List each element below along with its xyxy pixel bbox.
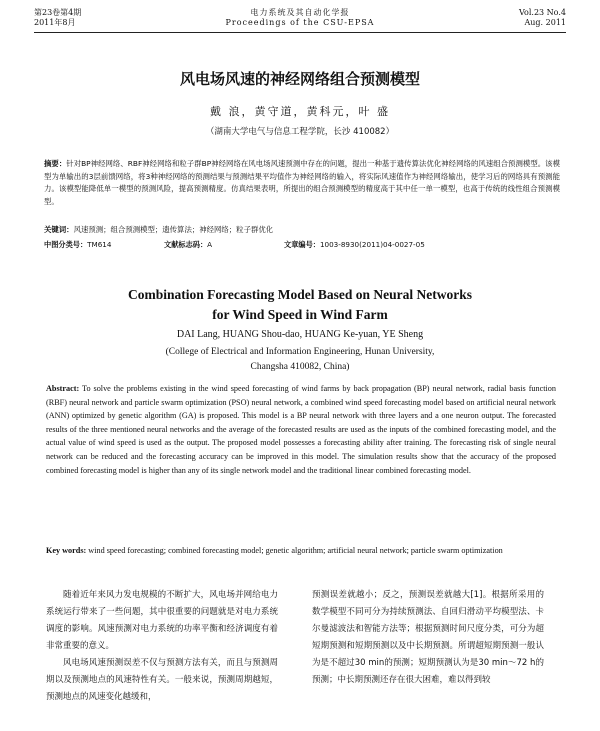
body-paragraph: 风电场风速预测误差不仅与预测方法有关，而且与预测周期以及预测地点的风速特性有关。一般来说，预测周期越短，预测地点的风速变化越缓和， [46,658,278,702]
paper-title-zh: 风电场风速的神经网络组合预测模型 [179,70,420,88]
abstract-zh [44,158,560,208]
abstract-en-text: To solve the problems existing in the wind speed forecasting of wind farms by back propagation (BP) neural network, radial basis function (RBF) neural network and particle swarm optimization (PSO) neural network, a combined wind speed forecasting model based on artificial neural network (ANN) optimized by genetic algorithm (GA) is proposed. This model is a BP neural network with three layers and a one neuron output. The forecasted results of the three mentioned neural networks and the average of the forecasted results are used as the inputs of the combined forecasting model, and the actual value of wind speed is used as the output. The proposed model possesses a forecasting ability after training. The forecasting risk of single neural network can be reduced and the forecasting accuracy can be improved in this model. The simulation results show that the accuracy of the proposed combined forecasting model is higher than any of its single network model and the traditional linear combined forecasting model. [46,384,556,475]
body-paragraph: 预测误差就越小；反之，预测误差就越大[1]。根据所采用的数学模型不同可分为持续预测法、自回归滑动平均模型法、卡尔曼滤波法和智能方法等；根据预测时间尺度分类，可分为超短期预测和短期预测以及中长期预测。所谓超短期预测一般认为是不超过30 min的预测；短期预测认为是30 min～72 h的预测；中长期预测还存在很大困难，难以得到较 [312,590,544,685]
body-column-left [46,587,278,706]
affiliation-zh: （湖南大学电气与信息工程学院，长沙 410082） [205,127,395,137]
issue-date: 2011年8月 [34,18,76,27]
doc-code: 文献标志码：A [164,240,213,249]
affiliation-en-line1: (College of Electrical and Information Engineering, Hunan University, [165,347,435,357]
keywords-en [46,544,556,558]
article-number: 文章编号：1003-8930(2011)04-0027-05 [284,240,425,249]
volume-issue: 第23卷第4期 [34,8,82,17]
abstract-en [46,382,556,477]
keywords-zh-text: 风速预测；组合预测模型；遗传算法；神经网络；粒子群优化 [73,225,274,234]
affiliation-en [0,345,600,375]
keywords-zh [44,224,560,236]
header-rule [34,32,566,33]
journal-name [34,8,566,28]
keywords-en-label: Key words: [46,546,87,555]
volume-en: Vol.23 No.4 [519,8,566,17]
class-number: 中图分类号：TM614 [44,240,112,249]
abstract-zh-text: 针对BP神经网络、RBF神经网络和粒子群BP神经网络在风电场风速预测中存在的问题，提出一种基于遗传算法优化神经网络的风速组合预测模型。该模型为单输出的3层前馈网络，将3种神经网络的预测结果与预测结果平均值作为神经网络的输入，将实际风速值作为神经网络输出，使学习后的网络具有预测能力。该模型能降低单一模型的预测风险，提高预测精度。仿真结果表明，所提出的组合预测模型的精度高于其中任一单一模型，也高于传统的线性组合预测模型。 [44,159,560,206]
journal-name-en: Proceedings of the CSU-EPSA [225,18,375,27]
keywords-zh-label: 关键词： [44,225,74,234]
journal-volume-en [519,8,566,28]
authors-en: DAI Lang, HUANG Shou-dao, HUANG Ke-yuan, YE Sheng [176,329,424,340]
abstract-zh-label: 摘要： [44,159,67,168]
paper-title-en [0,285,600,325]
body-paragraph: 随着近年来风力发电规模的不断扩大，风电场并网给电力系统运行带来了一些问题，其中很重要的问题就是对电力系统调度的影响。风速预测对电力系统的功率平衡和经济调度有着非常重要的意义。 [46,590,278,651]
date-en: Aug. 2011 [524,18,566,27]
authors-zh: 戴 浪，黄守道，黄科元，叶 盛 [210,105,390,118]
body-column-right [312,587,544,689]
title-en-line2: for Wind Speed in Wind Farm [212,307,388,322]
journal-name-zh: 电力系统及其自动化学报 [250,8,350,17]
affiliation-en-line2: Changsha 410082, China) [250,362,350,372]
keywords-en-text: wind speed forecasting; combined forecasting model; genetic algorithm; artificial neural network; particle swarm optimization [88,546,503,555]
title-en-line1: Combination Forecasting Model Based on Neural Networks [128,287,472,302]
abstract-en-label: Abstract: [46,384,80,393]
